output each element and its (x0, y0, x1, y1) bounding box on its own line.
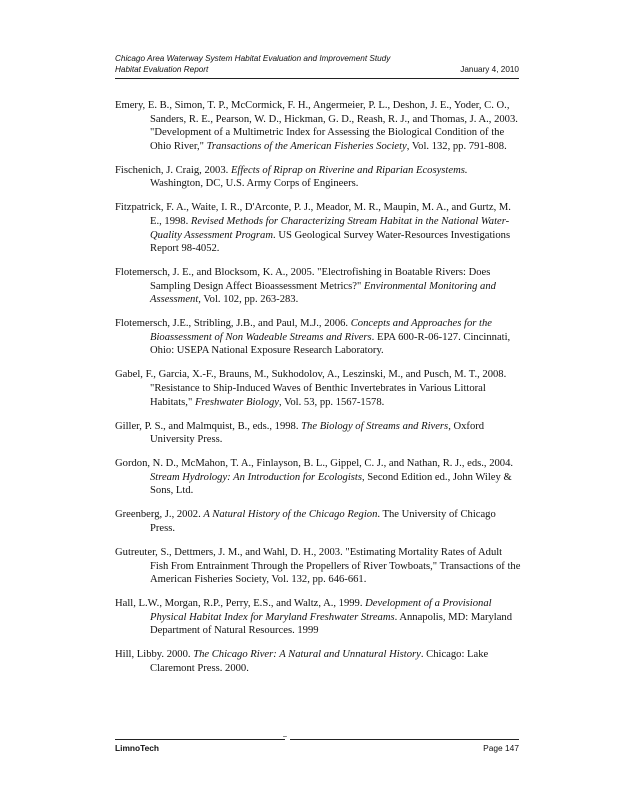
footer-divider-left (115, 739, 285, 740)
reference-entry: Fischenich, J. Craig, 2003. Effects of Riprap on Riverine and Riparian Ecosystems. Washington, DC, U.S. Army Corps of Engineers. (115, 164, 468, 190)
reference-entry: Emery, E. B., Simon, T. P., McCormick, F. H., Angermeier, P. L., Deshon, J. E., Yoder, C. O., Sanders, R. E., Pearson, W. D., Hickman, G. D., Reash, R. J., and Thomas, J. A., 2003. "Development of a Multimetric Index for Assessing the Biological Condition of the Ohio River," Transactions of the American Fisheries Society, Vol. 132, pp. 791-808. (115, 100, 518, 152)
header-divider (115, 78, 519, 79)
reference-entry: Fitzpatrick, F. A., Waite, I. R., D'Arconte, P. J., Meador, M. R., Maupin, M. A., and Gurtz, M. E., 1998. Revised Methods for Characterizing Stream Habitat in the National Water-Quality Assessment Program. US Geological Survey Water-Resources Investigations Report 98-4052. (115, 202, 511, 255)
reference-entry: Giller, P. S., and Malmquist, B., eds., 1998. The Biology of Streams and Rivers, Oxford University Press. (115, 420, 485, 446)
page-number: Page 147 (483, 743, 519, 753)
reference-entry: Hill, Libby. 2000. The Chicago River: A Natural and Unnatural History. Chicago: Lake Claremont Press. 2000. (115, 649, 489, 674)
reference-entry: Gutreuter, S., Dettmers, J. M., and Wahl, D. H., 2003. "Estimating Mortality Rates of Adult Fish From Entrainment Through the Propellers of River Towboats," Transactions of the American Fisheries Society, Vol. 132, pp. 646-661. (115, 546, 521, 586)
report-subtitle: Habitat Evaluation Report (115, 65, 209, 74)
reference-entry: Hall, L.W., Morgan, R.P., Perry, E.S., and Waltz, A., 1999. Development of a Provisional Physical Habitat Index for Maryland Freshwater Streams. Annapolis, MD: Maryland Department of Natural Resources. 1999 (115, 598, 513, 637)
footer-divider-right (290, 739, 519, 740)
report-date: January 4, 2010 (460, 65, 519, 74)
reference-entry: Gabel, F., Garcia, X.-F., Brauns, M., Sukhodolov, A., Leszinski, M., and Pusch, M. T., 2008. "Resistance to Ship-Induced Waves of Benthic Invertebrates in Various Littoral Habitats," Freshwater Biology, Vol. 53, pp. 1567-1578. (115, 369, 507, 408)
reference-entry: Greenberg, J., 2002. A Natural History of the Chicago Region. The University of Chicago Press. (115, 509, 496, 534)
reference-entry: Flotemersch, J. E., and Blocksom, K. A., 2005. "Electrofishing in Boatable Rivers: Does Sampling Design Affect Bioassessment Metrics?" Environmental Monitoring and Assessment, Vol. 102, pp. 263-283. (115, 267, 496, 306)
page-header (115, 53, 519, 75)
report-title: Chicago Area Waterway System Habitat Evaluation and Improvement Study (115, 54, 391, 63)
reference-entry: Gordon, N. D., McMahon, T. A., Finlayson, B. L., Gippel, C. J., and Nathan, R. J., eds., 2004. Stream Hydrology: An Introduction for Ecologists, Second Edition ed., John Wiley & Sons, Ltd. (115, 458, 514, 497)
reference-list (115, 99, 521, 686)
footer-mark: – (283, 733, 287, 740)
page-footer (115, 743, 519, 753)
reference-entry: Flotemersch, J.E., Stribling, J.B., and Paul, M.J., 2006. Concepts and Approaches for the Bioassessment of Non Wadeable Streams and Rivers. EPA 600-R-06-127. Cincinnati, Ohio: USEPA National Exposure Research Laboratory. (115, 318, 511, 357)
company-name: LimnoTech (115, 743, 160, 753)
